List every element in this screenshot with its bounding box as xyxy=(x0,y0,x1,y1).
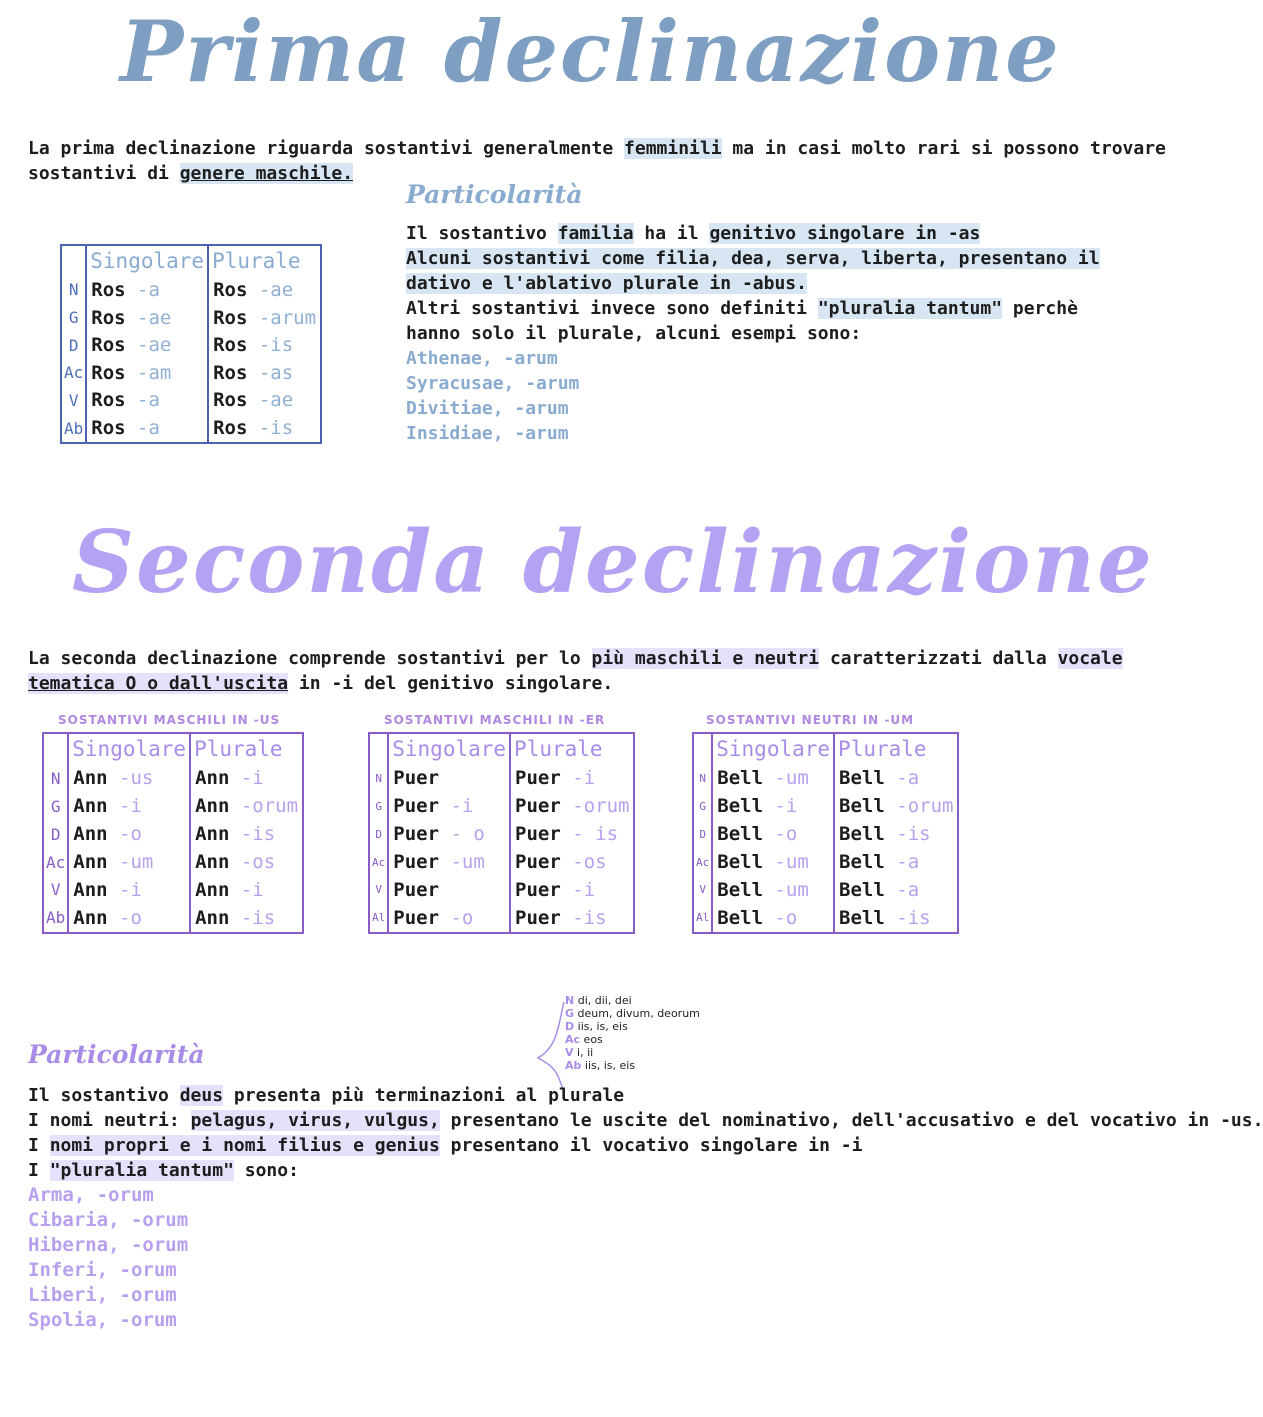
table-label-um: SOSTANTIVI NEUTRI IN -UM xyxy=(706,713,915,727)
deus-plural-note: N di, dii, dei G deum, divum, deorum D iis, is, eis Ac eos V i, ii Ab iis, is, eis xyxy=(565,994,700,1072)
table-row: D Ann -o Ann -is xyxy=(43,820,303,848)
list-item: Arma, -orum xyxy=(28,1184,154,1206)
table-row: N Puer Puer -i xyxy=(369,764,634,792)
table-row: G Ros -ae Ros -arum xyxy=(61,304,321,332)
table-row: G Ann -i Ann -orum xyxy=(43,792,303,820)
table-row: Ac Puer -um Puer -os xyxy=(369,848,634,876)
brace-icon xyxy=(528,996,568,1096)
table-row: Al Bell -o Bell -is xyxy=(693,904,958,933)
header-plurale: Plurale xyxy=(834,733,958,764)
table-row: Ac Ros -am Ros -as xyxy=(61,359,321,387)
table-row: G Puer -i Puer -orum xyxy=(369,792,634,820)
table-row: V Ann -i Ann -i xyxy=(43,876,303,904)
table-row: Al Puer -o Puer -is xyxy=(369,904,634,933)
list-item: Cibaria, -orum xyxy=(28,1209,189,1231)
seconda-table-um xyxy=(692,732,959,934)
list-item: Inferi, -orum xyxy=(28,1259,177,1281)
seconda-particolarita-title: Particolarità xyxy=(28,1040,205,1069)
table-row: Ab Ann -o Ann -is xyxy=(43,904,303,933)
list-item: Spolia, -orum xyxy=(28,1309,177,1331)
table-row: Ac Ann -um Ann -os xyxy=(43,848,303,876)
header-singolare: Singolare xyxy=(68,733,190,764)
table-row: D Puer - o Puer - is xyxy=(369,820,634,848)
header-singolare: Singolare xyxy=(86,245,208,276)
table-label-us: SOSTANTIVI MASCHILI IN -US xyxy=(58,713,281,727)
list-item: Athenae, -arum xyxy=(406,348,558,369)
table-row: G Bell -i Bell -orum xyxy=(693,792,958,820)
prima-intro: La prima declinazione riguarda sostantivi generalmente femminili ma in casi molto rari si possono trovare sostantivi di genere maschile. xyxy=(28,138,1166,184)
table-row: N Ros -a Ros -ae xyxy=(61,276,321,304)
list-item: Liberi, -orum xyxy=(28,1284,177,1306)
header-plurale: Plurale xyxy=(510,733,634,764)
table-row: V Puer Puer -i xyxy=(369,876,634,904)
table-row: N Ann -us Ann -i xyxy=(43,764,303,792)
table-row: N Bell -um Bell -a xyxy=(693,764,958,792)
prima-particolarita-title: Particolarità xyxy=(406,180,583,209)
table-row: V Bell -um Bell -a xyxy=(693,876,958,904)
list-item: Syracusae, -arum xyxy=(406,373,580,394)
seconda-particolarita-text: Il sostantivo deus presenta più terminazioni al plurale I nomi neutri: pelagus, virus, vulgus, presentano le uscite del nominativo, dell'accusativo e del vocativo in -us. I nomi propri e i nomi filius e genius presentano il vocativo singolare in -i I "pluralia tantum" sono: xyxy=(28,1085,1263,1181)
table-row: Ab Ros -a Ros -is xyxy=(61,414,321,443)
table-row: V Ros -a Ros -ae xyxy=(61,387,321,415)
table-label-er: SOSTANTIVI MASCHILI IN -ER xyxy=(384,713,606,727)
page-title-seconda: Seconda declinazione xyxy=(72,512,1154,613)
list-item: Insidiae, -arum xyxy=(406,423,569,444)
header-plurale: Plurale xyxy=(208,245,321,276)
table-row: D Ros -ae Ros -is xyxy=(61,331,321,359)
list-item: Hiberna, -orum xyxy=(28,1234,189,1256)
pluralia-tantum-list xyxy=(28,1183,188,1333)
table-row: D Bell -o Bell -is xyxy=(693,820,958,848)
prima-particolarita-text: Il sostantivo familia ha il genitivo singolare in -as Alcuni sostantivi come filia, dea, serva, liberta, presentano il dativo e l'ablativo plurale in -abus. Altri sostantivi invece sono definiti "pluralia tantum" perchè hanno solo il plurale, alcuni esempi sono: Athenae, -arum Syracusae, -arum Divitiae, -arum Insidiae, -arum xyxy=(406,223,1100,444)
prima-table xyxy=(60,244,322,444)
header-singolare: Singolare xyxy=(712,733,834,764)
seconda-intro: La seconda declinazione comprende sostantivi per lo più maschili e neutri caratterizzati dalla vocale tematica O o dall'uscita in -i del genitivo singolare. xyxy=(28,648,1123,694)
header-singolare: Singolare xyxy=(388,733,510,764)
header-plurale: Plurale xyxy=(190,733,303,764)
page-title-prima: Prima declinazione xyxy=(120,2,1061,101)
list-item: Divitiae, -arum xyxy=(406,398,569,419)
seconda-table-us xyxy=(42,732,304,934)
table-row: Ac Bell -um Bell -a xyxy=(693,848,958,876)
seconda-table-er xyxy=(368,732,635,934)
